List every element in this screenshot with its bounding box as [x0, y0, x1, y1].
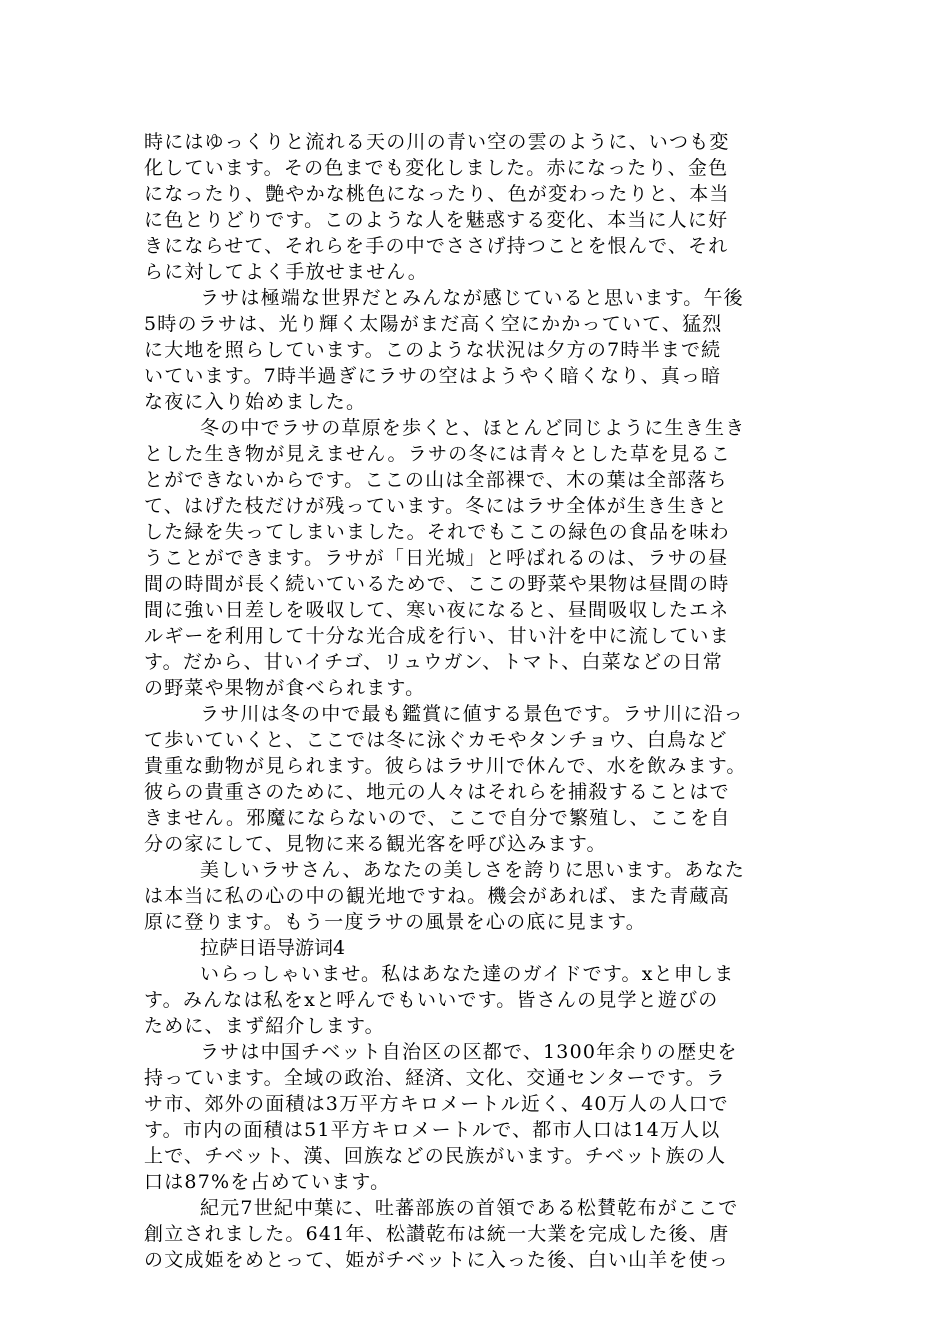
text-line: す。だから、甘いイチゴ、リュウガン、トマト、白菜などの日常: [144, 651, 723, 673]
text-line: の野菜や果物が食べられます。: [144, 677, 426, 699]
paragraph-first-line: いらっしゃいませ。私はあなた達のガイドです。xと申しま: [200, 963, 735, 985]
text-line: 創立されました。641年、松讃乾布は統一大業を完成した後、唐: [144, 1223, 730, 1245]
paragraph-first-line: 冬の中でラサの草原を歩くと、ほとんど同じように生き生き: [200, 417, 746, 439]
text-line: 5時のラサは、光り輝く太陽がまだ高く空にかかっていて、猛烈: [144, 313, 723, 335]
text-line: 口は87%を占めています。: [144, 1171, 391, 1193]
paragraph-first-line: 紀元7世紀中葉に、吐蕃部族の首領である松賛乾布がここで: [200, 1197, 739, 1219]
text-line: きにならせて、それらを手の中でささげ持つことを恨んで、それ: [144, 235, 729, 257]
paragraph-first-line: ラサは中国チベット自治区の区都で、1300年余りの歴史を: [200, 1041, 738, 1063]
text-line: に大地を照らしています。このような状況は夕方の7時半まで続: [144, 339, 722, 361]
text-line: らに対してよく手放せません。: [144, 261, 428, 283]
text-line: 間の時間が長く続いているためで、ここの野菜や果物は昼間の時: [144, 573, 730, 595]
text-line: 間に強い日差しを吸収して、寒い夜になると、昼間吸収したエネ: [144, 599, 730, 621]
text-line: きません。邪魔にならないので、ここで自分で繁殖し、ここを自: [144, 807, 731, 829]
text-line: に色とりどりです。このような人を魅惑する変化、本当に人に好: [144, 209, 729, 231]
text-line: とした生き物が見えません。ラサの冬には青々とした草を見るこ: [144, 443, 731, 465]
text-line: て、はげた枝だけが残っています。冬にはラサ全体が生き生きと: [144, 495, 728, 517]
text-line: になったり、艶やかな桃色になったり、色が変わったりと、本当: [144, 183, 730, 205]
paragraph-first-line: ラサ川は冬の中で最も鑑賞に値する景色です。ラサ川に沿っ: [200, 703, 744, 725]
text-line: 時にはゆっくりと流れる天の川の青い空の雲のように、いつも変: [144, 131, 730, 153]
section-heading: 拉萨日语导游词4: [200, 937, 346, 959]
text-line: 原に登ります。もう一度ラサの風景を心の底に見ます。: [144, 911, 646, 933]
text-line: 貴重な動物が見られます。彼らはラサ川で休んで、水を飲みます。: [144, 755, 747, 777]
text-line: は本当に私の心の中の観光地ですね。機会があれば、また青蔵高: [144, 885, 730, 907]
text-line: 彼らの貴重さのために、地元の人々はそれらを捕殺することはで: [144, 781, 730, 803]
text-line: ルギーを利用して十分な光合成を行い、甘い汁を中に流していま: [144, 625, 730, 647]
text-line: ために、まず紹介します。: [144, 1015, 385, 1037]
text-line: す。市内の面積は51平方キロメートルで、都市人口は14万人以: [144, 1119, 721, 1141]
text-line: て歩いていくと、ここでは冬に泳ぐカモやタンチョウ、白鳥など: [144, 729, 728, 751]
text-line: な夜に入り始めました。: [144, 391, 367, 413]
text-line: 上で、チベット、漢、回族などの民族がいます。チベット族の人: [144, 1145, 727, 1167]
text-line: す。みんなは私をxと呼んでもいいです。皆さんの見学と遊びの: [144, 989, 719, 1011]
text-line: 持っています。全域の政治、経済、文化、交通センターです。ラ: [144, 1067, 727, 1089]
text-line: 化しています。その色までも変化しました。赤になったり、金色: [144, 157, 729, 179]
text-line: とができないからです。ここの山は全部裸で、木の葉は全部落ち: [144, 469, 728, 491]
text-line: うことができます。ラサが「日光城」と呼ばれるのは、ラサの昼: [144, 547, 729, 569]
text-line: した緑を失ってしまいました。それでもここの緑色の食品を味わ: [144, 521, 730, 543]
paragraph-first-line: ラサは極端な世界だとみんなが感じていると思います。午後: [200, 287, 744, 309]
text-line: サ市、郊外の面積は3万平方キロメートル近く、40万人の人口で: [144, 1093, 729, 1115]
text-line: いています。7時半過ぎにラサの空はようやく暗くなり、真っ暗: [144, 365, 722, 387]
text-line: 分の家にして、見物に来る観光客を呼び込みます。: [144, 833, 607, 855]
paragraph-first-line: 美しいラサさん、あなたの美しさを誇りに思います。あなた: [200, 859, 746, 881]
text-line: の文成姫をめとって、姫がチベットに入った後、白い山羊を使っ: [144, 1249, 730, 1271]
